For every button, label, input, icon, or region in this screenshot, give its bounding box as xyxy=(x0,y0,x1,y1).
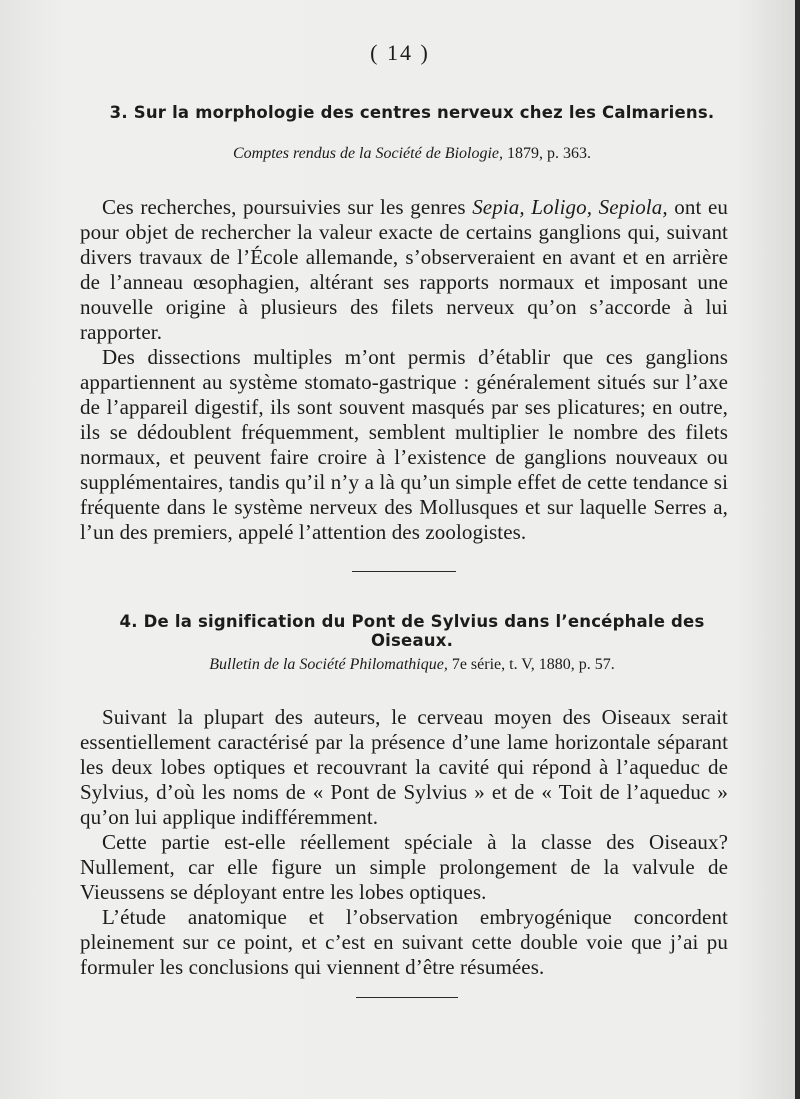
section-4-heading: 4. De la signification du Pont de Sylvius dans l’encéphale des Oiseaux. xyxy=(119,612,705,650)
section-4-citation xyxy=(82,656,742,674)
section-3-body xyxy=(80,195,728,545)
section-divider xyxy=(352,571,456,572)
section-4-journal: Bulletin de la Société Philomathique, xyxy=(209,656,448,673)
section-4-reference: 7e série, t. V, 1880, p. 57. xyxy=(451,656,615,673)
section-4-body xyxy=(80,705,728,980)
scan-edge xyxy=(795,0,800,1099)
section-3-journal: Comptes rendus de la Société de Biologie, xyxy=(232,145,503,162)
section-3-reference: 1879, p. 363. xyxy=(507,145,591,162)
genus-sepiola: Sepiola, xyxy=(598,195,668,219)
end-divider xyxy=(356,997,458,998)
section-3-paragraph-2: Des dissections multiples m’ont permis d’établir que ces ganglions appartiennent au système stomato-gastrique : généralement situés sur l’axe de l’appareil digestif, ils sont souvent masqués par ses plicatures; en outre, ils se dédoublent fréquemment, semblent multiplier le nombre des filets normaux, et peuvent faire croire à l’existence de ganglions nouveaux ou supplémentaires, tandis qu’il n’y a là qu’un simple effet de cette tendance si fréquente dans le système nerveux des Mollusques et sur laquelle Serres a, l’un des premiers, appelé l’attention des zoologistes. xyxy=(80,345,728,544)
page-number: ( 14 ) xyxy=(370,40,430,65)
section-4-paragraph-1: Suivant la plupart des auteurs, le cerveau moyen des Oiseaux serait essentiellement caractérisé par la présence d’une lame horizontale séparant les deux lobes optiques et recouvrant la cavité qui répond à l’aqueduc de Sylvius, d’où les noms de « Pont de Sylvius » et de « Toit de l’aqueduc » qu’on lui applique indifféremment. xyxy=(80,705,728,829)
genus-loligo: Loligo, xyxy=(531,195,593,219)
genus-sepia: Sepia, xyxy=(472,195,525,219)
section-3-heading: 3. Sur la morphologie des centres nerveux chez les Calmariens. xyxy=(109,103,715,122)
section-4-paragraph-2: Cette partie est-elle réellement spéciale à la classe des Oiseaux? Nullement, car elle figure un simple prolongement de la valvule de Vieussens se déployant entre les lobes optiques. xyxy=(80,830,728,904)
section-4-paragraph-3: L’étude anatomique et l’observation embryogénique concordent pleinement sur ce point, et c’est en suivant cette double voie que j’ai pu formuler les conclusions qui viennent d’être résumées. xyxy=(80,905,728,979)
section-3-citation xyxy=(82,145,742,163)
section-3-paragraph-1: Ces recherches, poursuivies sur les genres Sepia, Loligo, Sepiola, ont eu pour objet de rechercher la valeur exacte de certains ganglions qui, suivant divers travaux de l’École allemande, s’observeraient en avant et en arrière de l’anneau œsophagien, altérant ses rapports normaux et imposant une nouvelle origine à plusieurs des filets nerveux qu’on s’accorde à lui rapporter. xyxy=(80,195,728,344)
